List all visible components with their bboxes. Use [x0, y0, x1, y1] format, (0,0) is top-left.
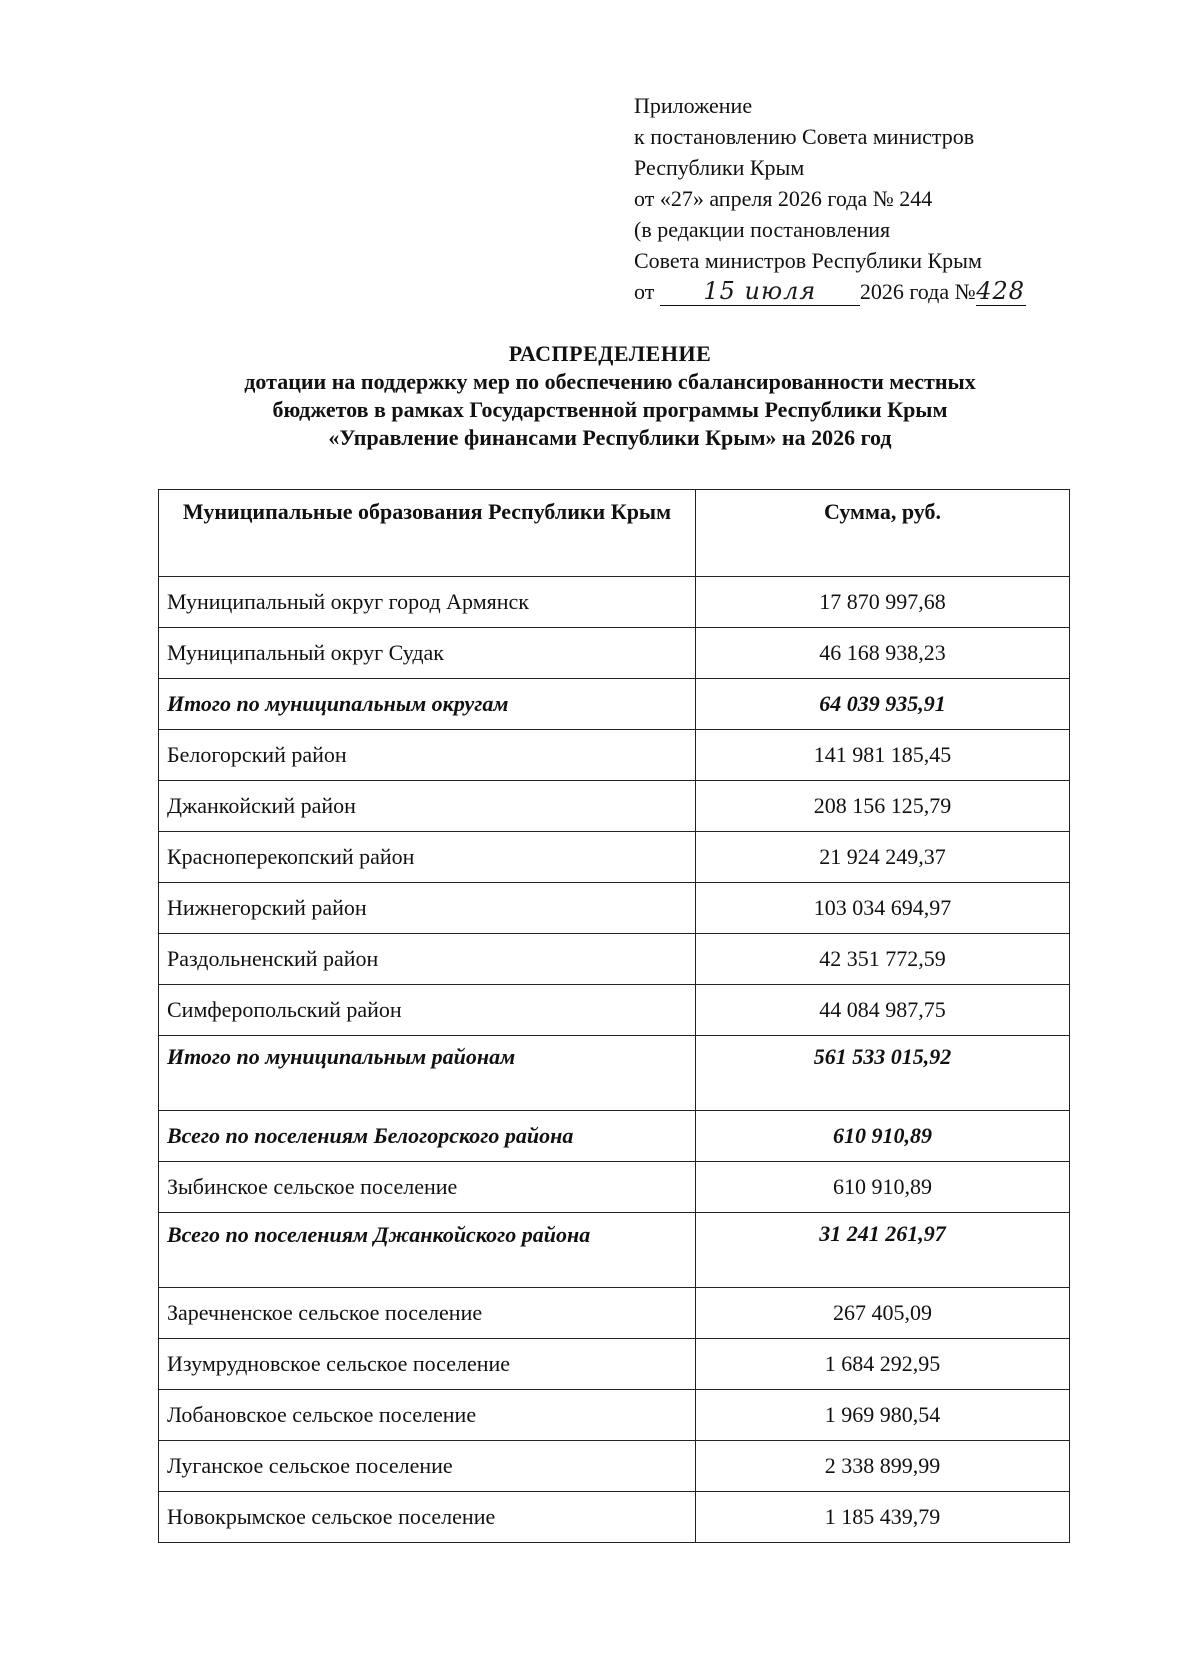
header-line-2: к постановлению Совета министров	[634, 124, 975, 149]
row-sum: 64 039 935,91	[696, 679, 1070, 730]
table-row	[159, 781, 1070, 832]
title-line-2: дотации на поддержку мер по обеспечению сбалансированности местных	[244, 369, 976, 394]
table-row	[159, 730, 1070, 781]
row-name: Муниципальный округ город Армянск	[159, 577, 696, 628]
row-name: Заречненское сельское поселение	[159, 1288, 696, 1339]
row-sum: 1 185 439,79	[696, 1492, 1070, 1543]
handwritten-number-text: 428	[976, 277, 1026, 305]
row-sum: 46 168 938,23	[696, 628, 1070, 679]
subtotal-row	[159, 679, 1070, 730]
header-line-3: Республики Крым	[634, 155, 805, 180]
row-name: Белогорский район	[159, 730, 696, 781]
row-sum: 141 981 185,45	[696, 730, 1070, 781]
table-row	[159, 1162, 1070, 1213]
table-row	[159, 1339, 1070, 1390]
header-line-5: (в редакции постановления	[634, 217, 891, 242]
row-sum: 17 870 997,68	[696, 577, 1070, 628]
row-name: Итого по муниципальным округам	[159, 679, 696, 730]
table-row	[159, 628, 1070, 679]
handwritten-date-text: 15 июля	[703, 277, 817, 305]
row-sum: 2 338 899,99	[696, 1441, 1070, 1492]
row-name: Раздольненский район	[159, 934, 696, 985]
row-sum: 31 241 261,97	[696, 1213, 1070, 1288]
table-row	[159, 934, 1070, 985]
handwritten-date	[660, 278, 860, 306]
row-sum: 610 910,89	[696, 1111, 1070, 1162]
table-row	[159, 832, 1070, 883]
table-row	[159, 883, 1070, 934]
header-line-7-middle: 2026 года №	[859, 279, 976, 304]
appendix-header	[634, 90, 1026, 307]
subtotal-row	[159, 1213, 1070, 1288]
row-name: Джанкойский район	[159, 781, 696, 832]
title-line-4: «Управление финансами Республики Крым» на 2026 год	[328, 425, 892, 450]
table-row	[159, 985, 1070, 1036]
title-line-3: бюджетов в рамках Государственной программы Республики Крым	[272, 397, 948, 422]
header-line-6: Совета министров Республики Крым	[634, 248, 982, 273]
table-row	[159, 1288, 1070, 1339]
header-line-7-prefix: от	[634, 279, 655, 304]
table-row	[159, 1492, 1070, 1543]
row-sum: 42 351 772,59	[696, 934, 1070, 985]
row-name: Муниципальный округ Судак	[159, 628, 696, 679]
header-municipalities: Муниципальные образования Республики Крым	[159, 490, 696, 577]
row-sum: 1 969 980,54	[696, 1390, 1070, 1441]
row-sum: 561 533 015,92	[696, 1036, 1070, 1111]
row-name: Луганское сельское поселение	[159, 1441, 696, 1492]
row-name: Итого по муниципальным районам	[159, 1036, 696, 1111]
row-name: Новокрымское сельское поселение	[159, 1492, 696, 1543]
row-name: Всего по поселениям Белогорского района	[159, 1111, 696, 1162]
table-row	[159, 1390, 1070, 1441]
row-name: Лобановское сельское поселение	[159, 1390, 696, 1441]
row-name: Нижнегорский район	[159, 883, 696, 934]
distribution-table	[158, 489, 1070, 1543]
row-name: Симферопольский район	[159, 985, 696, 1036]
subtotal-row	[159, 1111, 1070, 1162]
row-name: Изумрудновское сельское поселение	[159, 1339, 696, 1390]
row-sum: 267 405,09	[696, 1288, 1070, 1339]
document-title	[150, 340, 1070, 452]
table-row	[159, 577, 1070, 628]
row-name: Всего по поселениям Джанкойского района	[159, 1213, 696, 1288]
row-sum: 208 156 125,79	[696, 781, 1070, 832]
title-line-1: РАСПРЕДЕЛЕНИЕ	[508, 341, 712, 366]
row-sum: 44 084 987,75	[696, 985, 1070, 1036]
row-sum: 103 034 694,97	[696, 883, 1070, 934]
subtotal-row	[159, 1036, 1070, 1111]
header-sum: Сумма, руб.	[696, 490, 1070, 577]
row-name: Красноперекопский район	[159, 832, 696, 883]
row-sum: 1 684 292,95	[696, 1339, 1070, 1390]
header-line-4: от «27» апреля 2026 года № 244	[634, 186, 933, 211]
row-sum: 21 924 249,37	[696, 832, 1070, 883]
table-row	[159, 1441, 1070, 1492]
header-line-7	[634, 276, 1026, 307]
handwritten-number	[976, 278, 1026, 306]
row-sum: 610 910,89	[696, 1162, 1070, 1213]
header-line-1: Приложение	[634, 93, 753, 118]
row-name: Зыбинское сельское поселение	[159, 1162, 696, 1213]
